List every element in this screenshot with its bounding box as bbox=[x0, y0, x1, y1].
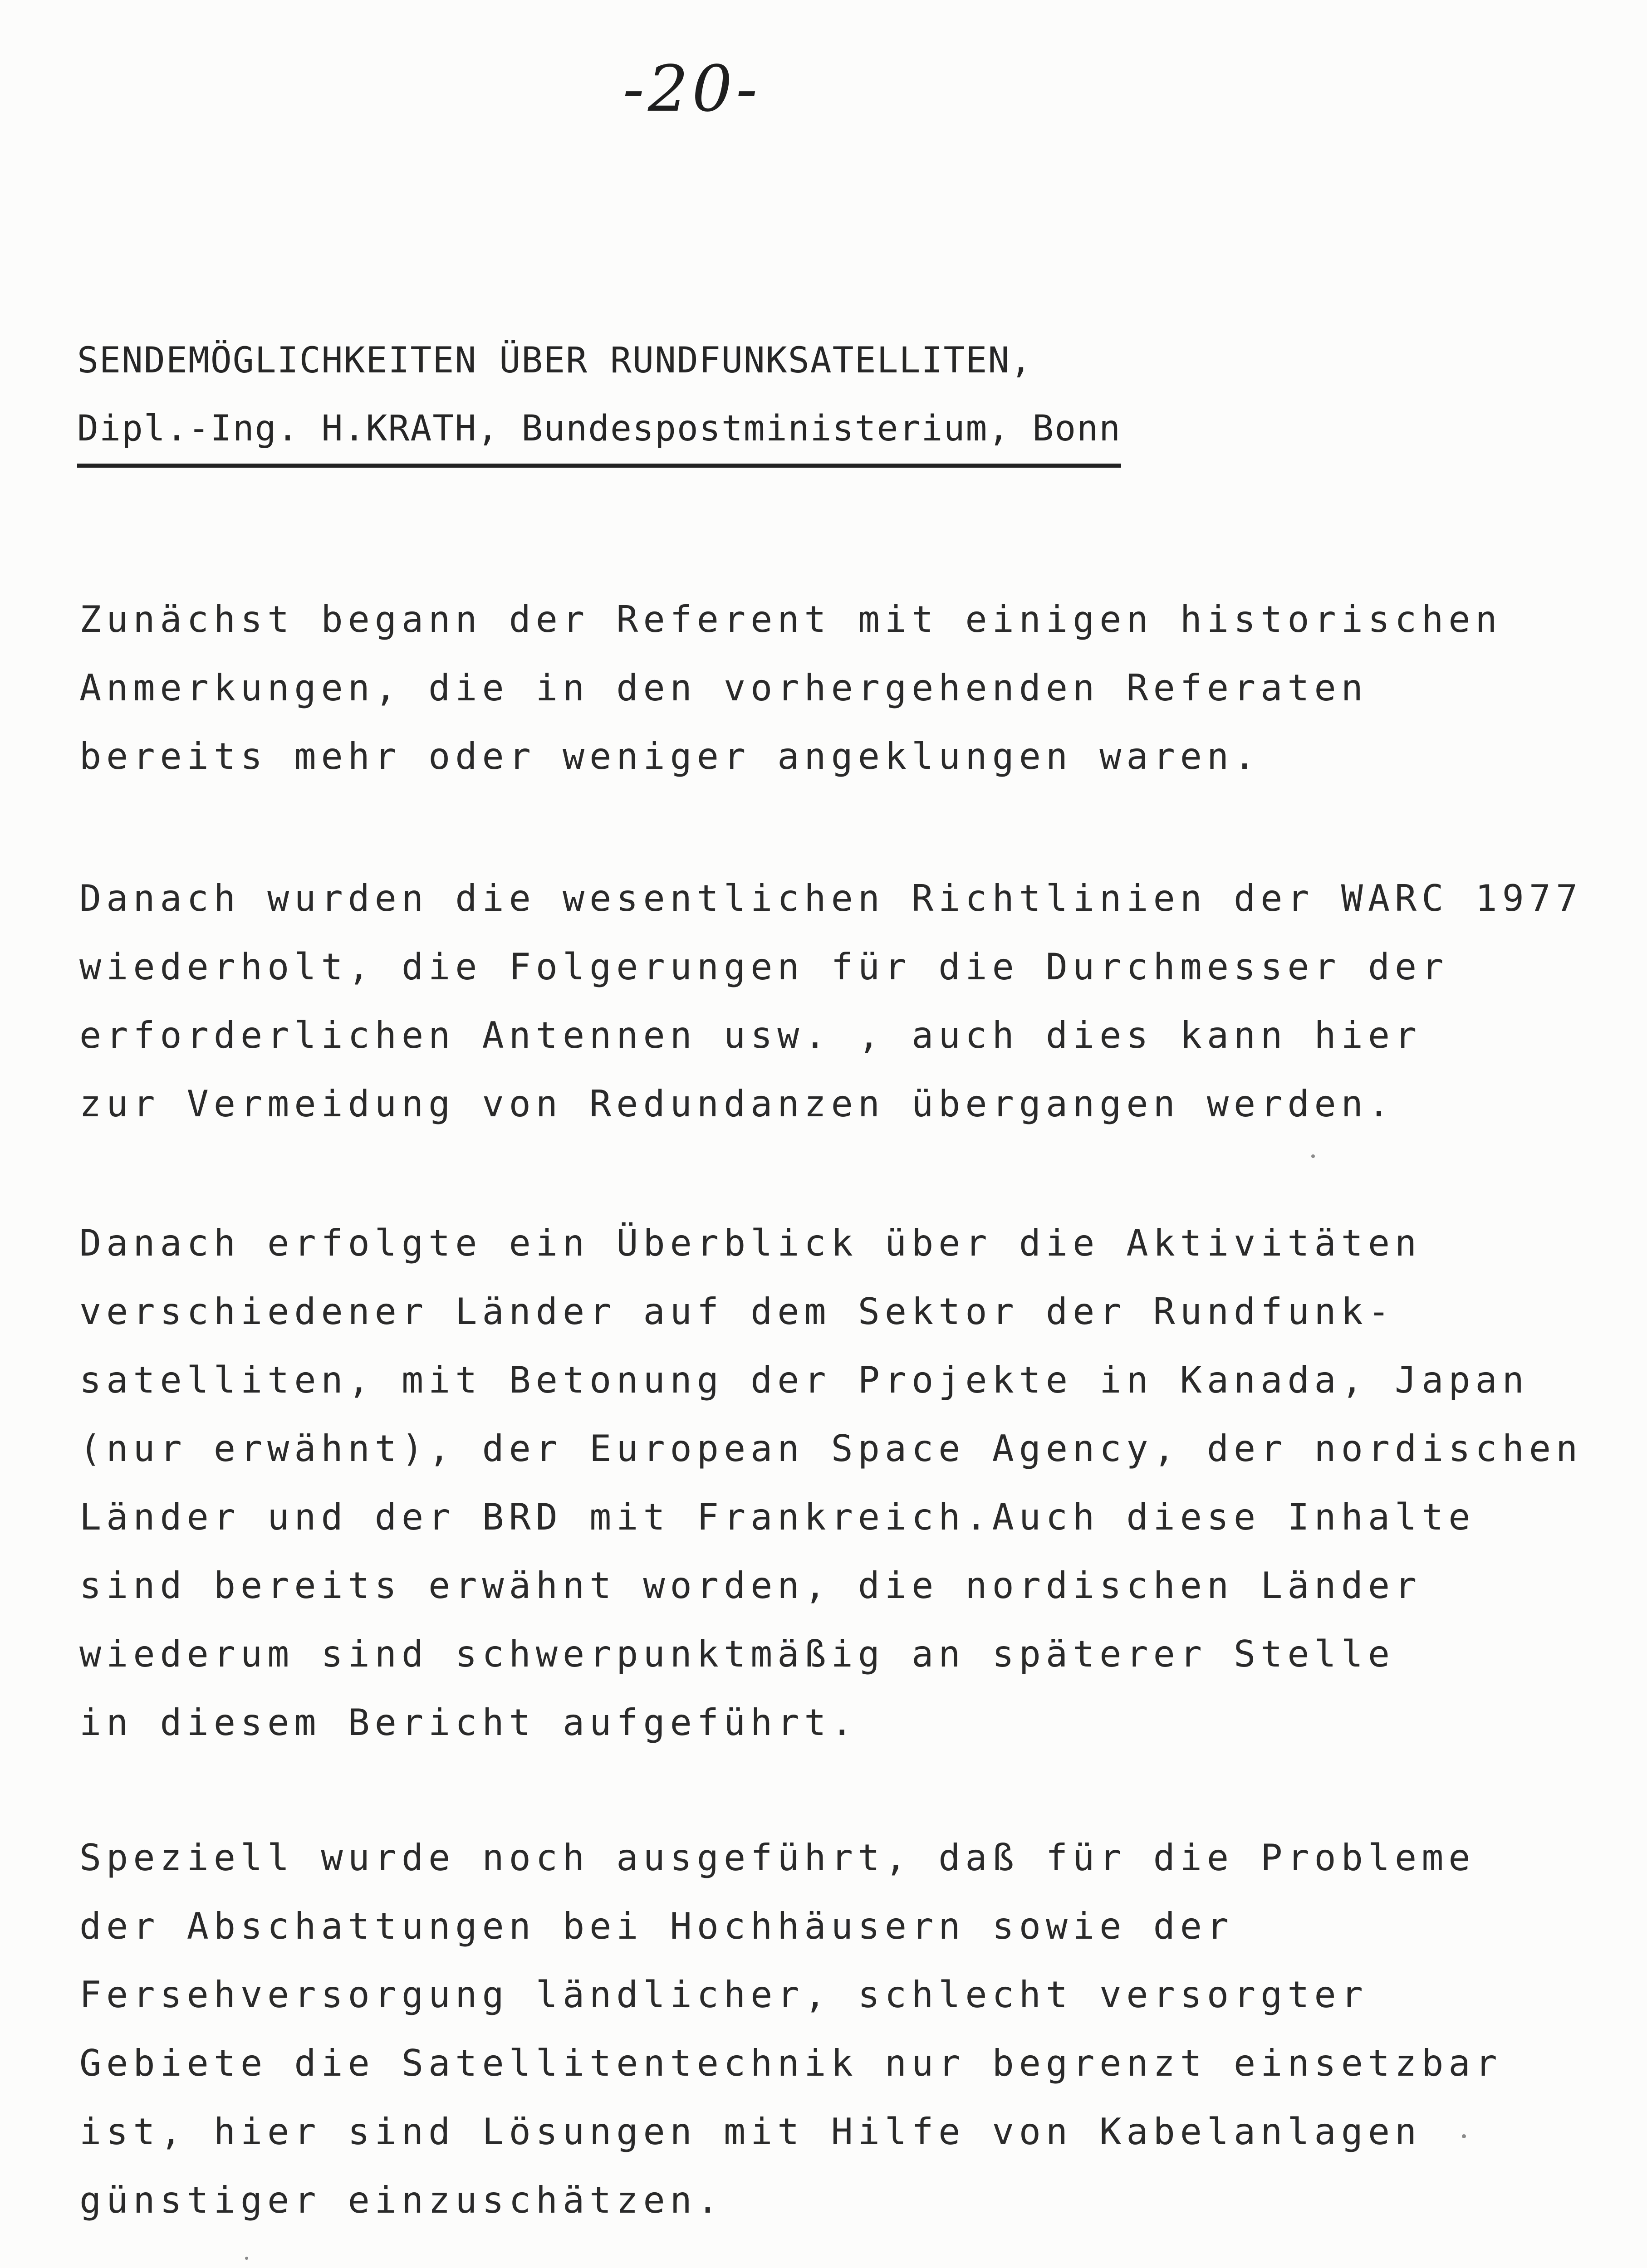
paragraph-line: zur Vermeidung von Redundanzen übergangen werden. bbox=[79, 1083, 1395, 1125]
heading-author: Dipl.-Ing. H.KRATH, Bundespostministerium, Bonn bbox=[77, 395, 1121, 468]
paragraph-line: Danach wurden die wesentlichen Richtlinien der WARC 1977 bbox=[79, 877, 1583, 919]
paragraph-3 bbox=[79, 1209, 1613, 1757]
paragraph-line: Länder und der BRD mit Frankreich.Auch diese Inhalte bbox=[79, 1496, 1475, 1538]
paragraph-line: Fersehversorgung ländlicher, schlecht versorgter bbox=[79, 1974, 1368, 2016]
report-heading bbox=[77, 327, 1529, 468]
paragraph-1 bbox=[79, 585, 1613, 791]
paragraph-line: bereits mehr oder weniger angeklungen waren. bbox=[79, 735, 1261, 777]
paragraph-4 bbox=[79, 1823, 1613, 2234]
paragraph-line: erforderlichen Antennen usw. , auch dies kann hier bbox=[79, 1014, 1422, 1056]
paragraph-line: wiederholt, die Folgerungen für die Durchmesser der bbox=[79, 946, 1449, 988]
paragraph-line: Zunächst begann der Referent mit einigen historischen bbox=[79, 598, 1502, 640]
scan-speck bbox=[1311, 1154, 1315, 1158]
paragraph-line: in diesem Bericht aufgeführt. bbox=[79, 1701, 858, 1744]
heading-title: SENDEMÖGLICHKEITEN ÜBER RUNDFUNKSATELLITEN, bbox=[77, 340, 1033, 381]
paragraph-line: satelliten, mit Betonung der Projekte in Kanada, Japan bbox=[79, 1359, 1529, 1401]
paragraph-line: Anmerkungen, die in den vorhergehenden Referaten bbox=[79, 667, 1368, 709]
paragraph-line: günstiger einzuschätzen. bbox=[79, 2179, 724, 2221]
paragraph-line: Danach erfolgte ein Überblick über die Aktivitäten bbox=[79, 1222, 1422, 1264]
paragraph-line: Speziell wurde noch ausgeführt, daß für die Probleme bbox=[79, 1837, 1475, 1879]
paragraph-line: ist, hier sind Lösungen mit Hilfe von Kabelanlagen bbox=[79, 2111, 1422, 2153]
paragraph-line: Gebiete die Satellitentechnik nur begrenzt einsetzbar bbox=[79, 2042, 1502, 2084]
page-number: -20- bbox=[623, 52, 761, 126]
paragraph-line: (nur erwähnt), der European Space Agency, der nordischen bbox=[79, 1427, 1583, 1470]
scan-speck bbox=[245, 2257, 248, 2260]
paragraph-line: wiederum sind schwerpunktmäßig an späterer Stelle bbox=[79, 1633, 1395, 1675]
paragraph-2 bbox=[79, 864, 1613, 1138]
scan-speck bbox=[1462, 2134, 1466, 2138]
paragraph-line: der Abschattungen bei Hochhäusern sowie der bbox=[79, 1905, 1234, 1947]
paragraph-line: sind bereits erwähnt worden, die nordischen Länder bbox=[79, 1564, 1422, 1607]
paragraph-line: verschiedener Länder auf dem Sektor der Rundfunk- bbox=[79, 1290, 1395, 1333]
